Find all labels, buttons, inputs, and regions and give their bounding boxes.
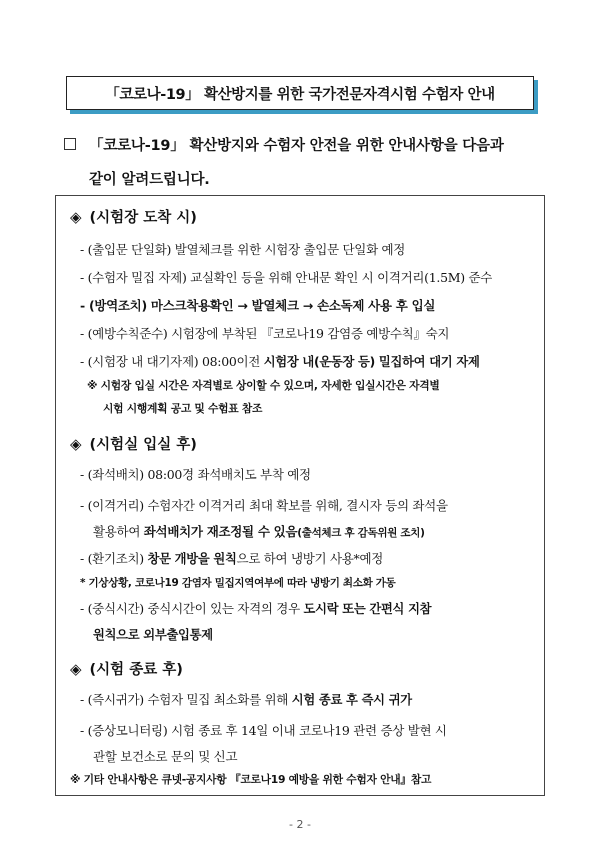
list-item: - (방역조치) 마스크착용확인 → 발열체크 → 손소독제 사용 후 입실 bbox=[80, 298, 436, 313]
note-line: ※ 기타 안내사항은 큐넷-공지사항 『코로나19 예방을 위한 수험자 안내』참고 bbox=[70, 773, 432, 786]
list-item-continuation: 원칙으로 외부출입통제 bbox=[93, 628, 213, 642]
note-line: 시험 시행계획 공고 및 수험표 참조 bbox=[103, 402, 263, 415]
list-item: - (좌석배치) 08:00경 좌석배치도 부착 예정 bbox=[80, 467, 311, 482]
list-item-continuation: 관할 보건소로 문의 및 신고 bbox=[93, 749, 238, 764]
list-item: - (환기조치) 창문 개방을 원칙으로 하여 냉방기 사용*예정 bbox=[80, 551, 384, 566]
intro-paragraph bbox=[64, 133, 554, 190]
list-item: - (즉시귀가) 수험자 밀집 최소화를 위해 시험 종료 후 즉시 귀가 bbox=[80, 692, 412, 707]
note-line: ※ 시험장 입실 시간은 자격별로 상이할 수 있으며, 자세한 입실시간은 자격별 bbox=[87, 379, 440, 392]
list-item: - (출입문 단일화) 발열체크를 위한 시험장 출입문 단일화 예정 bbox=[80, 242, 406, 257]
title-banner bbox=[66, 76, 534, 110]
page-title: 「코로나-19」 확산방지를 위한 국가전문자격시험 수험자 안내 bbox=[105, 86, 495, 103]
list-item-continuation: 활용하여 좌석배치가 재조정될 수 있음(출석체크 후 감독위원 조치) bbox=[93, 524, 425, 539]
note-line: * 기상상황, 코로나19 감염자 밀집지역여부에 따라 냉방기 최소화 가동 bbox=[80, 577, 396, 589]
list-item: - (수험자 밀집 자제) 교실확인 등을 위해 안내문 확인 시 이격거리(1.5M) 준수 bbox=[80, 270, 493, 285]
square-bullet-icon bbox=[64, 138, 76, 150]
list-item: - (예방수칙준수) 시험장에 부착된 『코로나19 감염증 예방수칙』숙지 bbox=[80, 326, 450, 341]
section-heading-arrival: ◈ (시험장 도착 시) bbox=[70, 207, 197, 226]
list-item: - (중식시간) 중식시간이 있는 자격의 경우 도시락 또는 간편식 지참 bbox=[80, 601, 432, 616]
list-item: - (시험장 내 대기자제) 08:00이전 시험장 내(운동장 등) 밀집하여 대기 자제 bbox=[80, 354, 480, 369]
diamond-bullet-icon: ◈ bbox=[70, 207, 82, 226]
section-heading-after-exam: ◈ (시험 종료 후) bbox=[70, 659, 183, 678]
page-number: - 2 - bbox=[289, 818, 311, 831]
diamond-bullet-icon: ◈ bbox=[70, 659, 82, 678]
diamond-bullet-icon: ◈ bbox=[70, 434, 82, 453]
intro-line-2: 같이 알려드립니다. bbox=[89, 172, 210, 188]
section-heading-entry: ◈ (시험실 입실 후) bbox=[70, 434, 197, 453]
intro-line-1: 「코로나-19」 확산방지와 수험자 안전을 위한 안내사항을 다음과 bbox=[89, 137, 504, 154]
list-item: - (이격거리) 수험자간 이격거리 최대 확보를 위해, 결시자 등의 좌석을 bbox=[80, 498, 448, 513]
list-item: - (증상모니터링) 시험 종료 후 14일 이내 코로나19 관련 증상 발현 시 bbox=[80, 723, 447, 738]
title-box bbox=[66, 76, 534, 110]
